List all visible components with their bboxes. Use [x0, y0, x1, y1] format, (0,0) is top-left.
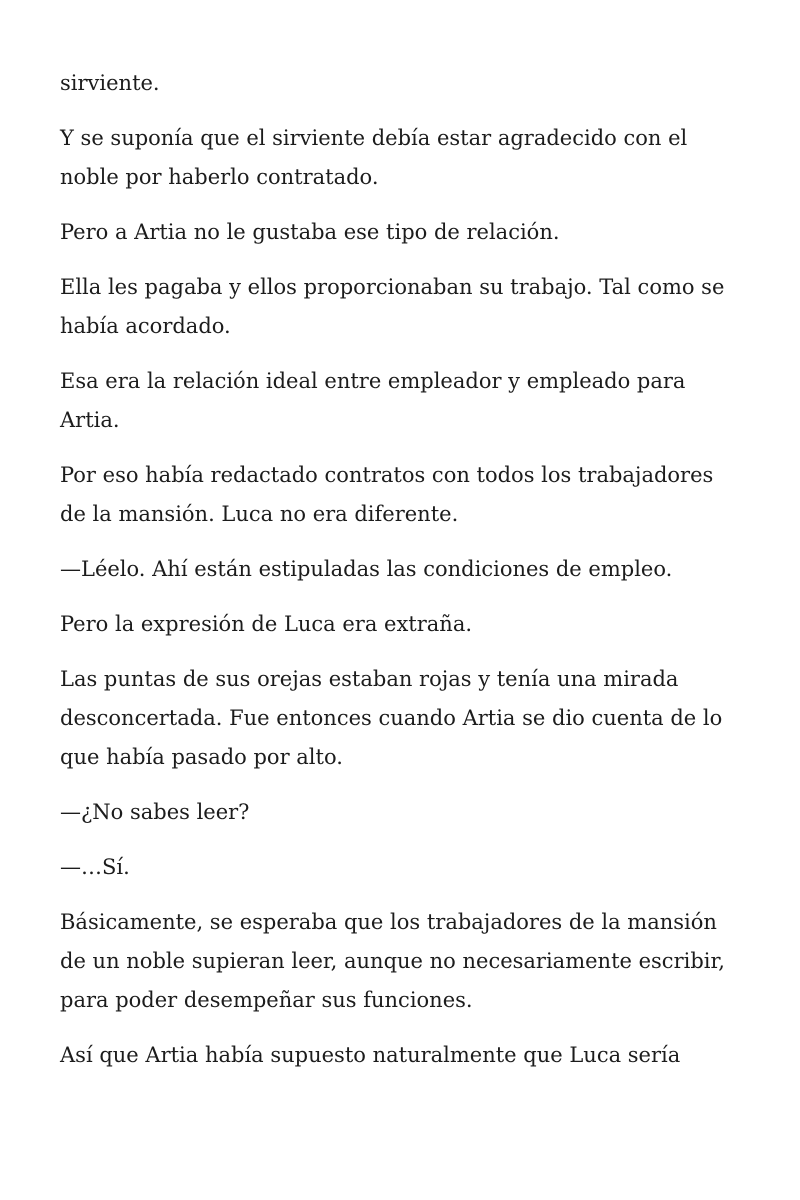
page-text: [60, 64, 740, 1091]
paragraph: Pero a Artia no le gustaba ese tipo de relación.: [60, 220, 560, 244]
paragraph: Pero la expresión de Luca era extraña.: [60, 612, 473, 636]
dialogue-paragraph: —…Sí.: [60, 855, 130, 879]
paragraph: Por eso había redactado contratos con todos los trabajadores de la mansión. Luca no era diferente.: [60, 463, 714, 526]
dialogue-paragraph: —¿No sabes leer?: [60, 800, 250, 824]
paragraph: Ella les pagaba y ellos proporcionaban su trabajo. Tal como se había acordado.: [60, 275, 725, 338]
dialogue-paragraph: —Léelo. Ahí están estipuladas las condiciones de empleo.: [60, 557, 673, 581]
paragraph: Y se suponía que el sirviente debía estar agradecido con el noble por haberlo contratado.: [60, 126, 688, 189]
paragraph: Así que Artia había supuesto naturalmente que Luca sería: [60, 1043, 681, 1067]
paragraph: sirviente.: [60, 71, 160, 95]
paragraph: Esa era la relación ideal entre empleador y empleado para Artia.: [60, 369, 686, 432]
paragraph: Básicamente, se esperaba que los trabajadores de la mansión de un noble supieran leer, aunque no necesariamente escribir, para poder desempeñar sus funciones.: [60, 910, 725, 1012]
paragraph: Las puntas de sus orejas estaban rojas y tenía una mirada desconcertada. Fue entonces cuando Artia se dio cuenta de lo que había pasado por alto.: [60, 667, 723, 769]
